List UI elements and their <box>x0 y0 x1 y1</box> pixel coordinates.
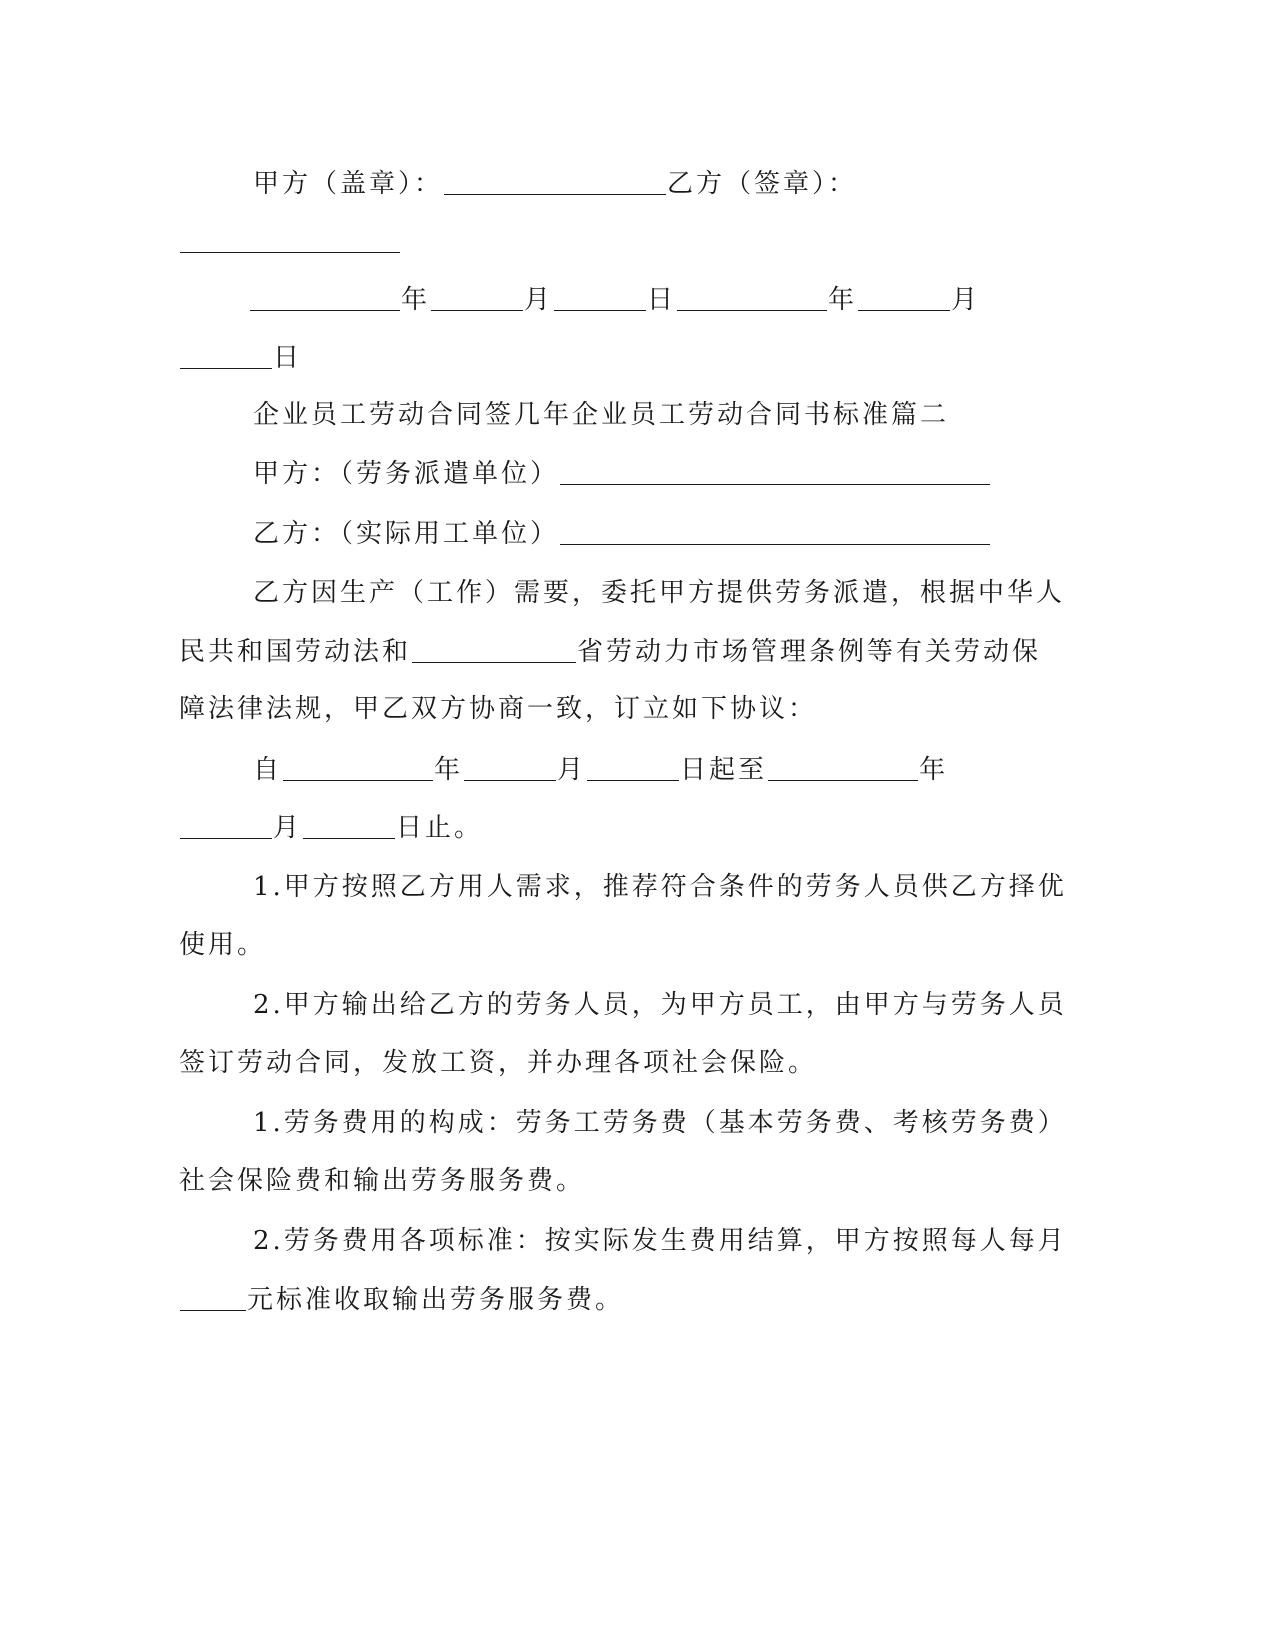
party-b-day-blank <box>180 342 272 369</box>
intro-line-2-suffix: 省劳动力市场管理条例等有关劳动保 <box>577 637 1042 667</box>
province-blank <box>412 636 576 663</box>
party-a-blank <box>560 458 990 485</box>
intro-line-1: 乙方因生产（工作）需要，委托甲方提供劳务派遣，根据中华人 <box>253 578 1066 608</box>
signature-line <box>253 168 1275 199</box>
party-a-seal-label: 甲方（盖章）： <box>253 169 444 199</box>
intro-line-2-prefix: 民共和国劳动法和 <box>179 637 412 667</box>
signature-continuation <box>179 226 1275 257</box>
term-end-year-blank <box>768 754 918 781</box>
party-b-year-label: 年 <box>828 285 858 315</box>
party-a-day-label: 日 <box>647 285 677 315</box>
party-b-label: 乙方：（实际用工单位） <box>253 519 560 549</box>
fee-clause-2-line-2-text: 元标准收取输出劳务服务费。 <box>247 1285 625 1315</box>
term-line-2 <box>179 812 1275 843</box>
party-b-month-label: 月 <box>951 285 981 315</box>
term-end-year-label: 年 <box>919 755 949 785</box>
fee-clause-2-line-2 <box>179 1284 1275 1315</box>
fee-clause-2-line-1: 2.劳务费用各项标准：按实际发生费用结算，甲方按照每人每月 <box>253 1226 1067 1256</box>
clause-2-line-2: 签订劳动合同，发放工资，并办理各项社会保险。 <box>179 1048 818 1078</box>
term-start-year-blank <box>283 754 433 781</box>
term-end-day-label: 日止。 <box>396 813 484 843</box>
fee-clause-1-line-1: 1.劳务费用的构成：劳务工劳务费（基本劳务费、考核劳务费） <box>253 1108 1067 1138</box>
term-start-day-blank <box>587 754 679 781</box>
service-fee-blank <box>180 1284 246 1311</box>
party-b-seal-blank <box>180 226 400 253</box>
party-a-month-blank <box>431 284 523 311</box>
party-b-year-blank <box>677 284 827 311</box>
clause-1-line-1: 1.甲方按照乙方用人需求，推荐符合条件的劳务人员供乙方择优 <box>253 872 1067 902</box>
term-end-day-blank <box>303 812 395 839</box>
party-b-blank <box>560 518 990 545</box>
signature-date-line <box>249 284 1275 315</box>
clause-1-line-2: 使用。 <box>179 930 267 960</box>
party-b-seal-label: 乙方（签章）： <box>667 169 858 199</box>
party-a-month-label: 月 <box>524 285 554 315</box>
intro-line-2 <box>179 636 1275 667</box>
term-end-month-label: 月 <box>273 813 303 843</box>
term-start-year-label: 年 <box>434 755 464 785</box>
term-start-month-label: 月 <box>557 755 587 785</box>
term-line-1 <box>253 754 1275 785</box>
section-title: 企业员工劳动合同签几年企业员工劳动合同书标准篇二 <box>253 400 950 430</box>
fee-clause-1-line-2: 社会保险费和输出劳务服务费。 <box>179 1166 586 1196</box>
term-from-label: 自 <box>253 755 283 785</box>
term-start-month-blank <box>464 754 556 781</box>
party-a-year-label: 年 <box>401 285 431 315</box>
signature-date-continuation <box>179 342 1275 373</box>
party-b-line <box>253 518 1275 549</box>
party-a-day-blank <box>554 284 646 311</box>
term-day-to-label: 日起至 <box>680 755 768 785</box>
clause-2-line-1: 2.甲方输出给乙方的劳务人员，为甲方员工，由甲方与劳务人员 <box>253 990 1067 1020</box>
party-a-seal-blank <box>444 168 666 195</box>
term-end-month-blank <box>180 812 272 839</box>
party-a-label: 甲方：（劳务派遣单位） <box>253 459 560 489</box>
party-b-month-blank <box>858 284 950 311</box>
party-a-year-blank <box>250 284 400 311</box>
party-b-day-label: 日 <box>273 343 303 373</box>
party-a-line <box>253 458 1275 489</box>
intro-line-3: 障法律法规，甲乙双方协商一致，订立如下协议： <box>179 694 818 724</box>
